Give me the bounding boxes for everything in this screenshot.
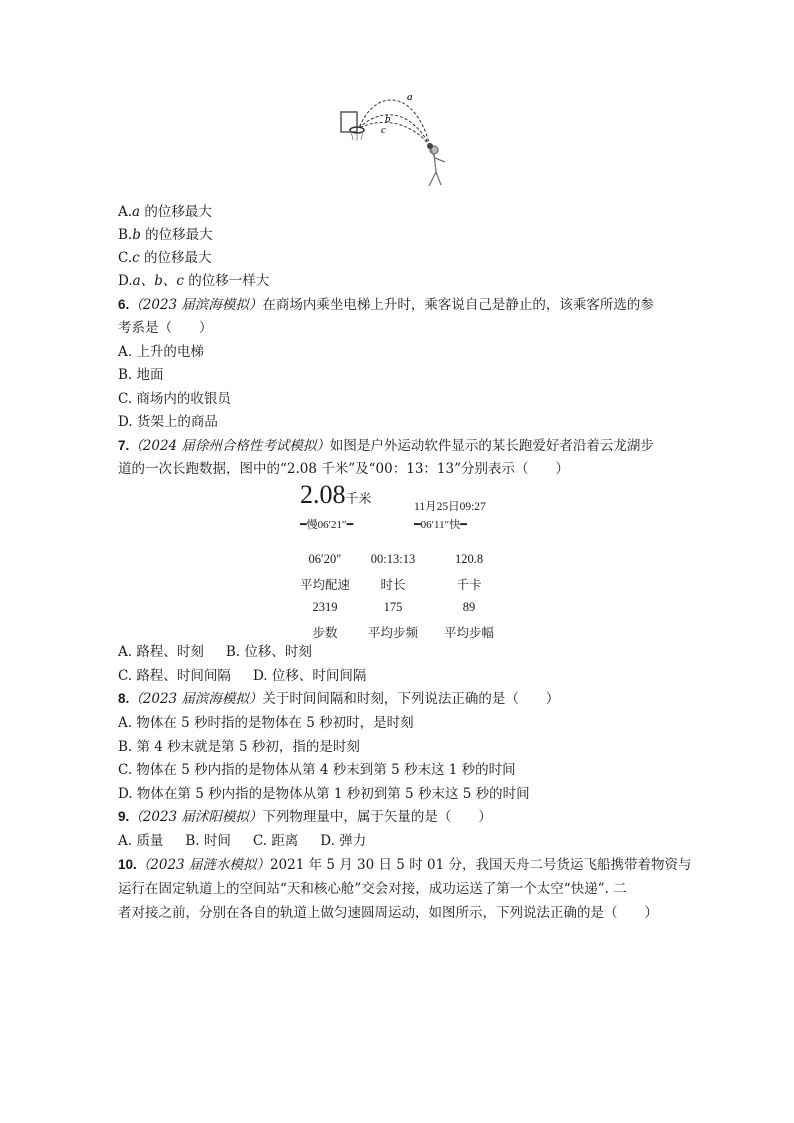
label-c: c bbox=[381, 124, 386, 136]
trajectory-diagram bbox=[335, 88, 460, 193]
player-icon bbox=[429, 146, 445, 186]
question-text: 2021 年 5 月 30 日 5 时 01 分，我国天舟二号货运飞船携带着物资与 bbox=[269, 857, 692, 873]
stat-value: 175 bbox=[383, 600, 403, 614]
q7-stem-line2: 道的一次长跑数据，图中的“2.08 千米”及“00：13：13”分别表示（ ） bbox=[118, 461, 569, 477]
stat-label: 时长 bbox=[380, 578, 406, 592]
q6-stem-line1 bbox=[118, 296, 654, 314]
backboard-icon bbox=[341, 112, 357, 132]
question-source: （2023 届滨海模拟） bbox=[129, 691, 263, 707]
q6-option-d: D. 货架上的商品 bbox=[118, 414, 218, 430]
run-datetime: 11月25日09:27 bbox=[414, 501, 486, 513]
q9-stem bbox=[118, 808, 492, 826]
option-a: A. 路程、时刻 bbox=[118, 644, 204, 660]
option-var: a、b、c bbox=[132, 273, 184, 289]
option-d: D. 弹力 bbox=[320, 833, 367, 849]
question-source: （2023 届涟水模拟） bbox=[136, 857, 270, 873]
q6-option-b: B. 地面 bbox=[118, 367, 164, 383]
option-b: B. 时间 bbox=[185, 833, 231, 849]
question-number: 6. bbox=[118, 297, 130, 312]
question-number: 10. bbox=[118, 857, 137, 872]
q9-options bbox=[118, 832, 366, 850]
label-a: a bbox=[407, 91, 413, 103]
option-text: 的位移最大 bbox=[145, 227, 213, 243]
q5-option-a bbox=[118, 203, 212, 221]
distance-unit: 千米 bbox=[345, 491, 372, 506]
q5-option-b bbox=[118, 226, 213, 244]
stat-label: 平均步频 bbox=[367, 626, 418, 640]
q6-stem-line2: 考系是（ ） bbox=[118, 320, 213, 336]
q5-option-c bbox=[118, 249, 212, 267]
option-c: C. 距离 bbox=[252, 833, 299, 849]
q5-option-d bbox=[118, 272, 269, 290]
stat-label: 步数 bbox=[312, 626, 338, 640]
question-number: 9. bbox=[118, 809, 130, 824]
stat-label: 平均配速 bbox=[299, 578, 350, 592]
stat-value: 89 bbox=[462, 600, 476, 614]
option-letter: A. bbox=[118, 204, 133, 220]
ball-icon bbox=[427, 143, 433, 149]
option-b: B. 位移、时刻 bbox=[225, 644, 312, 660]
running-stats-figure bbox=[296, 480, 536, 640]
q10-stem-line2: 运行在固定轨道上的空间站“天和核心舱”交会对接，成功运送了第一个太空“快递”. 二 bbox=[118, 881, 627, 897]
question-source: （2024 届徐州合格性考试模拟） bbox=[129, 438, 330, 454]
q8-option-c: C. 物体在 5 秒内指的是物体从第 4 秒末到第 5 秒末这 1 秒的时间 bbox=[118, 762, 516, 778]
question-number: 7. bbox=[118, 438, 130, 453]
stat-label: 千卡 bbox=[456, 578, 482, 592]
option-letter: B. bbox=[118, 227, 133, 243]
q7-options-row1 bbox=[118, 643, 312, 661]
q10-stem-line1 bbox=[118, 856, 691, 874]
slow-pace: ━慢06′21″━ bbox=[300, 519, 354, 531]
basketball-trajectory-figure bbox=[335, 88, 460, 193]
question-text: 在商场内乘坐电梯上升时，乘客说自己是静止的，该乘客所选的参 bbox=[262, 297, 654, 313]
q8-stem bbox=[118, 690, 559, 708]
q7-stem-line1 bbox=[118, 437, 654, 455]
stat-value: 2319 bbox=[312, 600, 338, 614]
q8-option-d: D. 物体在第 5 秒内指的是物体从第 1 秒初到第 5 秒末这 5 秒的时间 bbox=[118, 786, 530, 802]
stat-value: 06′20″ bbox=[308, 552, 342, 566]
option-var: b bbox=[132, 227, 141, 243]
option-d: D. 位移、时间间隔 bbox=[252, 668, 367, 684]
trajectory-c bbox=[359, 122, 430, 146]
q6-option-a: A. 上升的电梯 bbox=[118, 344, 204, 360]
option-text: 的位移一样大 bbox=[188, 273, 270, 289]
question-source: （2023 届沭阳模拟） bbox=[129, 809, 263, 825]
distance-display bbox=[300, 480, 372, 514]
stat-value: 00:13:13 bbox=[370, 552, 416, 566]
option-letter: D. bbox=[118, 273, 133, 289]
question-number: 8. bbox=[118, 691, 130, 706]
question-text: 如图是户外运动软件显示的某长跑爱好者沿着云龙湖步 bbox=[329, 438, 654, 454]
option-a: A. 质量 bbox=[118, 833, 164, 849]
trajectory-a bbox=[359, 100, 430, 146]
option-var: a bbox=[132, 204, 141, 220]
option-text: 的位移最大 bbox=[144, 204, 212, 220]
question-source: （2023 届滨海模拟） bbox=[129, 297, 263, 313]
q6-option-c: C. 商场内的收银员 bbox=[118, 391, 231, 407]
fast-pace: ━06′11″快━ bbox=[414, 519, 467, 531]
q8-option-a: A. 物体在 5 秒时指的是物体在 5 秒初时，是时刻 bbox=[118, 715, 414, 731]
option-text: 的位移最大 bbox=[144, 250, 212, 266]
q10-stem-line3: 者对接之前，分别在各自的轨道上做匀速圆周运动，如图所示，下列说法正确的是（ ） bbox=[118, 905, 658, 921]
stat-value: 120.8 bbox=[454, 552, 484, 566]
question-text: 关于时间间隔和时刻，下列说法正确的是（ ） bbox=[262, 691, 560, 707]
distance-value: 2.08 bbox=[300, 480, 346, 509]
option-c: C. 路程、时间间隔 bbox=[118, 668, 231, 684]
q8-option-b: B. 第 4 秒末就是第 5 秒初，指的是时刻 bbox=[118, 739, 360, 755]
option-letter: C. bbox=[118, 250, 133, 266]
question-text: 下列物理量中，属于矢量的是（ ） bbox=[262, 809, 492, 825]
stat-label: 平均步幅 bbox=[443, 626, 494, 640]
trajectory-b bbox=[359, 115, 430, 146]
label-b: b bbox=[385, 113, 391, 125]
option-var: c bbox=[132, 250, 140, 266]
q7-options-row2 bbox=[118, 667, 366, 685]
